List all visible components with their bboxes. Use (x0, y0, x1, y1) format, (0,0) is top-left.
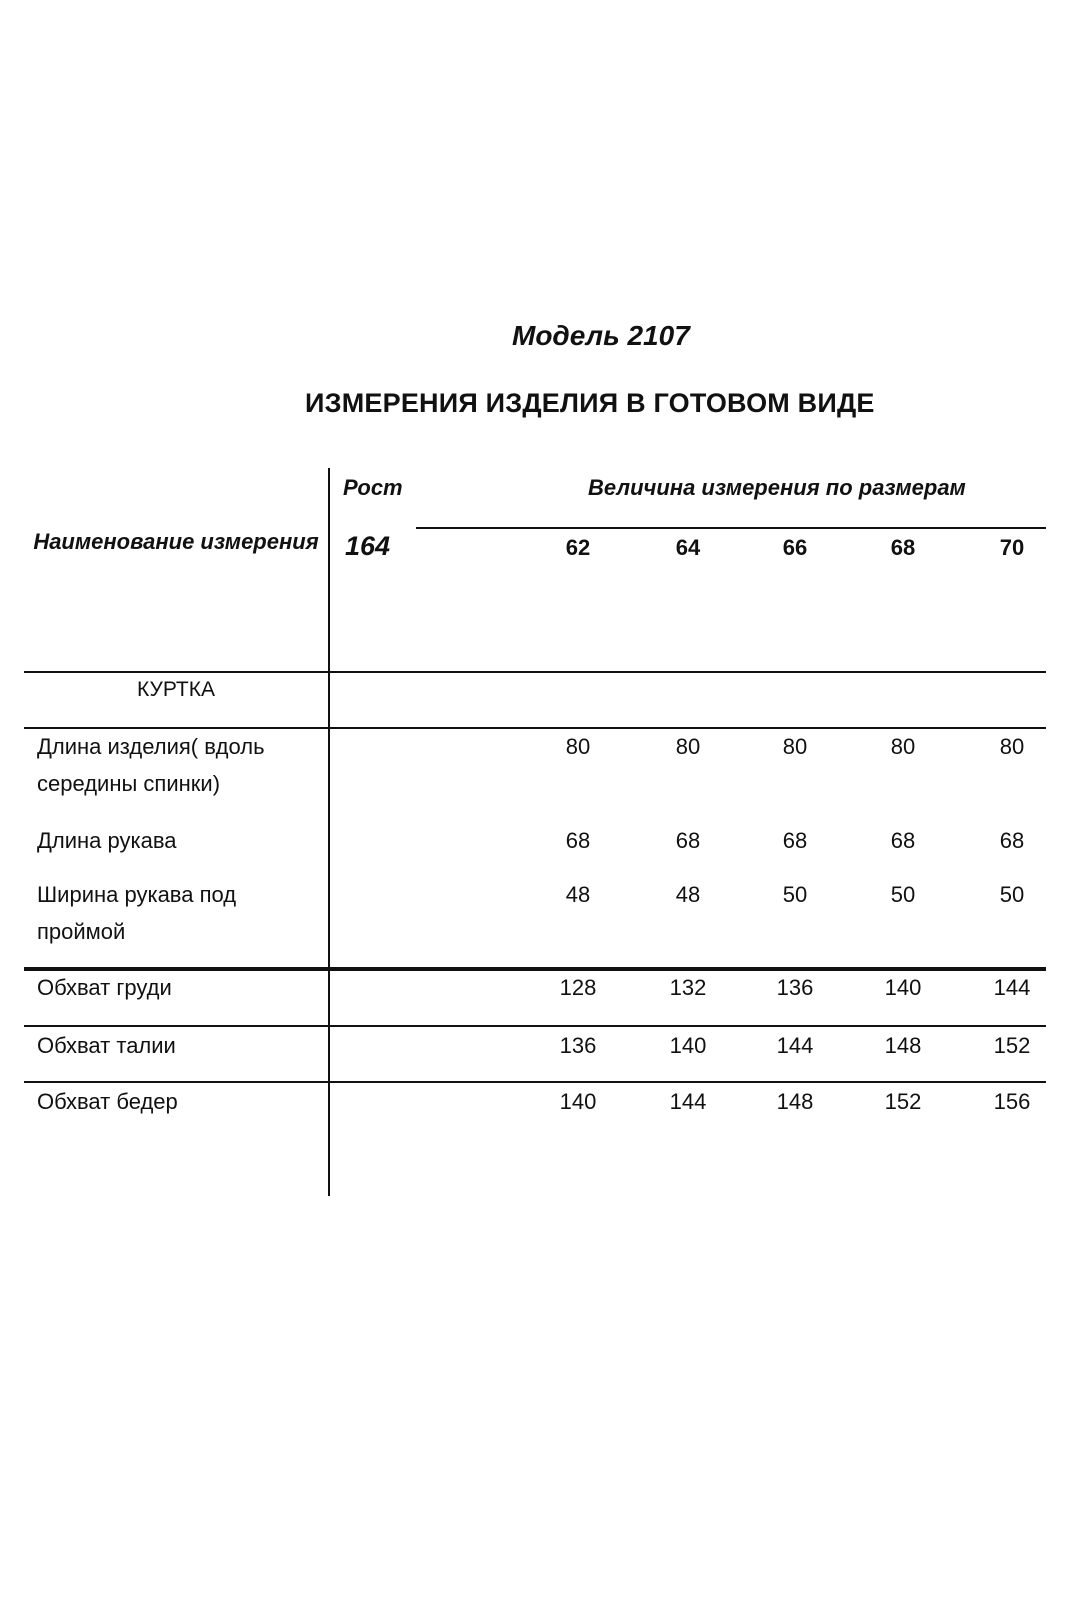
cell-value: 48 (675, 882, 701, 907)
measurement-name-header: Наименование измерения (33, 529, 319, 554)
size-header-64: 64 (675, 535, 701, 560)
section-label: КУРТКА (137, 678, 215, 701)
document-subtitle: ИЗМЕРЕНИЯ ИЗДЕЛИЯ В ГОТОВОМ ВИДЕ (305, 388, 875, 418)
row-label: Обхват талии (37, 1033, 176, 1058)
cell-value: 68 (782, 828, 808, 853)
cell-value: 140 (884, 975, 922, 1000)
height-value: 164 (345, 531, 391, 561)
row-label: Длина изделия( вдоль середины спинки) (37, 734, 265, 796)
cell-value: 80 (782, 734, 808, 759)
size-header-68: 68 (890, 535, 916, 560)
cell-value: 80 (999, 734, 1025, 759)
cell-value: 140 (669, 1033, 707, 1058)
cell-value: 80 (565, 734, 591, 759)
cell-value: 144 (669, 1089, 707, 1114)
cell-value: 50 (999, 882, 1025, 907)
cell-value: 80 (890, 734, 916, 759)
height-label: Рост (343, 475, 403, 500)
document-title: Модель 2107 (512, 320, 690, 351)
cell-value: 156 (993, 1089, 1031, 1114)
cell-value: 68 (565, 828, 591, 853)
cell-value: 80 (675, 734, 701, 759)
cell-value: 144 (993, 975, 1031, 1000)
size-header-70: 70 (999, 535, 1025, 560)
cell-value: 148 (884, 1033, 922, 1058)
cell-value: 132 (669, 975, 707, 1000)
cell-value: 136 (559, 1033, 597, 1058)
cell-value: 68 (890, 828, 916, 853)
cell-value: 152 (993, 1033, 1031, 1058)
header-bottom-line (24, 671, 1046, 673)
cell-value: 136 (776, 975, 814, 1000)
vertical-divider (328, 468, 330, 1196)
size-header-62: 62 (565, 535, 591, 560)
sizes-header-underline (416, 527, 1046, 529)
cell-value: 50 (782, 882, 808, 907)
row-label: Обхват груди (37, 975, 172, 1000)
cell-value: 128 (559, 975, 597, 1000)
cell-value: 50 (890, 882, 916, 907)
size-header-66: 66 (782, 535, 808, 560)
row-label: Ширина рукава под проймой (37, 882, 237, 944)
cell-value: 148 (776, 1089, 814, 1114)
sizes-header: Величина измерения по размерам (588, 475, 966, 500)
row-label: Длина рукава (37, 828, 177, 853)
row-label: Обхват бедер (37, 1089, 178, 1114)
cell-value: 144 (776, 1033, 814, 1058)
cell-value: 152 (884, 1089, 922, 1114)
cell-value: 68 (999, 828, 1025, 853)
cell-value: 68 (675, 828, 701, 853)
cell-value: 48 (565, 882, 591, 907)
cell-value: 140 (559, 1089, 597, 1114)
